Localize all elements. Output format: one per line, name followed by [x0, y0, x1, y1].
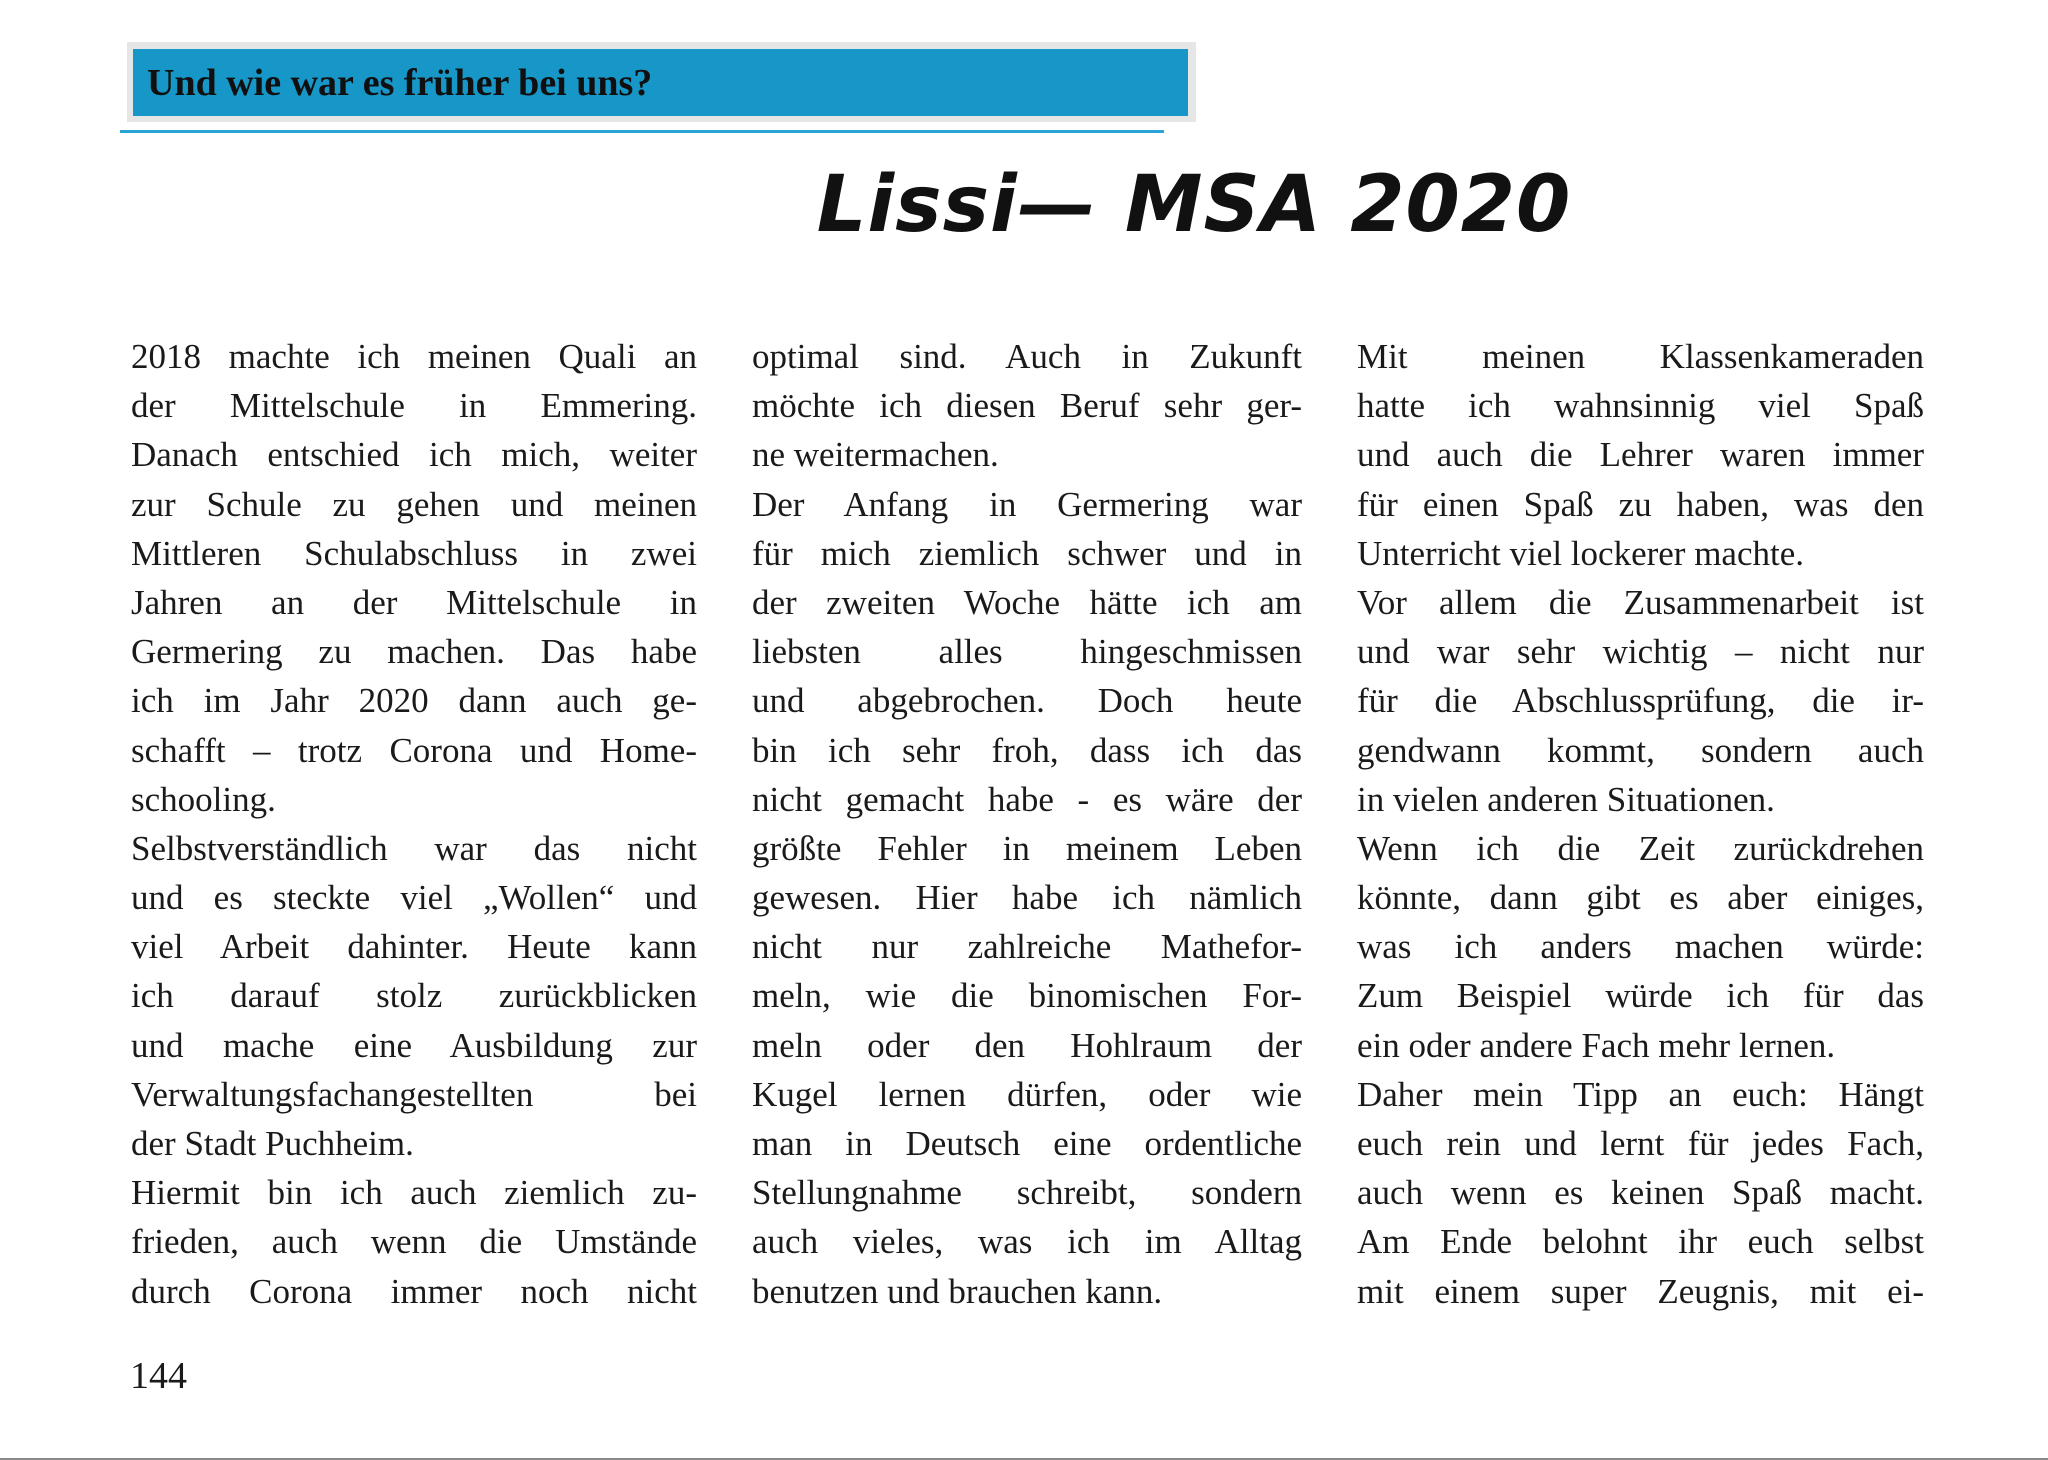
text-line: hatte ich wahnsinnig viel Spaß: [1357, 386, 1924, 426]
text-line: auch vieles, was ich im Alltag: [752, 1222, 1302, 1262]
text-line: zur Schule zu gehen und meinen: [131, 484, 697, 524]
text-line: man in Deutsch eine ordentliche: [752, 1124, 1302, 1163]
text-line: der zweiten Woche hätte ich am: [752, 582, 1302, 622]
text-line: der Stadt Puchheim.: [131, 1124, 414, 1163]
text-line: und war sehr wichtig – nicht nur: [1357, 632, 1924, 672]
text-line: Stellungnahme schreibt, sondern: [752, 1173, 1302, 1213]
page-number: 144: [130, 1355, 187, 1397]
text-line: Hiermit bin ich auch ziemlich zu-: [131, 1173, 697, 1213]
text-line: für mich ziemlich schwer und in: [752, 533, 1302, 573]
text-line: schafft – trotz Corona und Home-: [131, 730, 697, 770]
text-line: mit einem super Zeugnis, mit ei-: [1357, 1271, 1924, 1311]
text-line: ich darauf stolz zurückblicken: [131, 976, 697, 1016]
text-line: und es steckte viel „Wollen“ und: [131, 878, 697, 918]
text-line: Wenn ich die Zeit zurückdrehen: [1357, 828, 1924, 868]
article-title: Lissi— MSA 2020: [816, 160, 1572, 250]
section-banner-text: Und wie war es früher bei uns?: [147, 61, 653, 104]
text-line: nicht gemacht habe - es wäre der: [752, 779, 1302, 819]
text-line: Am Ende belohnt ihr euch selbst: [1357, 1222, 1924, 1262]
text-line: Kugel lernen dürfen, oder wie: [752, 1074, 1302, 1114]
text-line: optimal sind. Auch in Zukunft: [752, 337, 1302, 376]
text-line: durch Corona immer noch nicht: [131, 1271, 697, 1311]
text-line: Danach entschied ich mich, weiter: [131, 435, 697, 475]
text-column-1: [131, 332, 697, 1316]
text-line: liebsten alles hingeschmissen: [752, 632, 1302, 672]
text-line: Daher mein Tipp an euch: Hängt: [1357, 1074, 1924, 1114]
text-line: gewesen. Hier habe ich nämlich: [752, 878, 1302, 918]
text-line: benutzen und brauchen kann.: [752, 1271, 1163, 1311]
text-line: meln oder den Hohlraum der: [752, 1025, 1302, 1065]
text-line: könnte, dann gibt es aber einiges,: [1357, 878, 1924, 918]
text-line: meln, wie die binomischen For-: [752, 976, 1302, 1016]
text-line: schooling.: [131, 779, 276, 819]
text-line: bin ich sehr froh, dass ich das: [752, 730, 1302, 770]
text-line: für einen Spaß zu haben, was den: [1357, 484, 1924, 524]
text-line: nicht nur zahlreiche Mathefor-: [752, 927, 1302, 967]
text-line: Selbstverständlich war das nicht: [131, 828, 697, 868]
section-banner: [133, 49, 1188, 116]
text-line: Verwaltungsfachangestellten bei: [131, 1074, 697, 1114]
text-line: und mache eine Ausbildung zur: [131, 1025, 697, 1065]
text-column-3: [1357, 332, 1924, 1316]
text-line: gendwann kommt, sondern auch: [1357, 730, 1924, 770]
text-line: möchte ich diesen Beruf sehr ger-: [752, 386, 1302, 426]
text-line: Jahren an der Mittelschule in: [131, 582, 697, 622]
banner-underline: [120, 130, 1164, 133]
text-line: auch wenn es keinen Spaß macht.: [1357, 1173, 1924, 1213]
text-line: euch rein und lernt für jedes Fach,: [1357, 1124, 1924, 1163]
text-line: Zum Beispiel würde ich für das: [1357, 976, 1924, 1016]
text-line: Germering zu machen. Das habe: [131, 632, 697, 672]
text-line: Der Anfang in Germering war: [752, 484, 1302, 524]
text-line: in vielen anderen Situationen.: [1357, 779, 1775, 819]
text-line: der Mittelschule in Emmering.: [131, 386, 697, 426]
text-line: Unterricht viel lockerer machte.: [1357, 533, 1805, 573]
text-line: für die Abschlussprüfung, die ir-: [1357, 681, 1924, 721]
text-line: Mittleren Schulabschluss in zwei: [131, 533, 697, 573]
text-column-2: [752, 332, 1302, 1316]
text-line: ne weitermachen.: [752, 435, 999, 475]
text-line: was ich anders machen würde:: [1357, 927, 1924, 967]
text-line: ich im Jahr 2020 dann auch ge-: [131, 681, 697, 721]
text-line: 2018 machte ich meinen Quali an: [131, 337, 697, 376]
text-line: ein oder andere Fach mehr lernen.: [1357, 1025, 1836, 1065]
text-line: viel Arbeit dahinter. Heute kann: [131, 927, 697, 967]
text-line: größte Fehler in meinem Leben: [752, 828, 1302, 868]
text-line: Vor allem die Zusammenarbeit ist: [1357, 582, 1924, 622]
text-line: frieden, auch wenn die Umstände: [131, 1222, 697, 1262]
text-line: und abgebrochen. Doch heute: [752, 681, 1302, 721]
text-line: Mit meinen Klassenkameraden: [1357, 337, 1924, 376]
article-title-wrap: [0, 160, 2048, 250]
text-line: und auch die Lehrer waren immer: [1357, 435, 1924, 475]
